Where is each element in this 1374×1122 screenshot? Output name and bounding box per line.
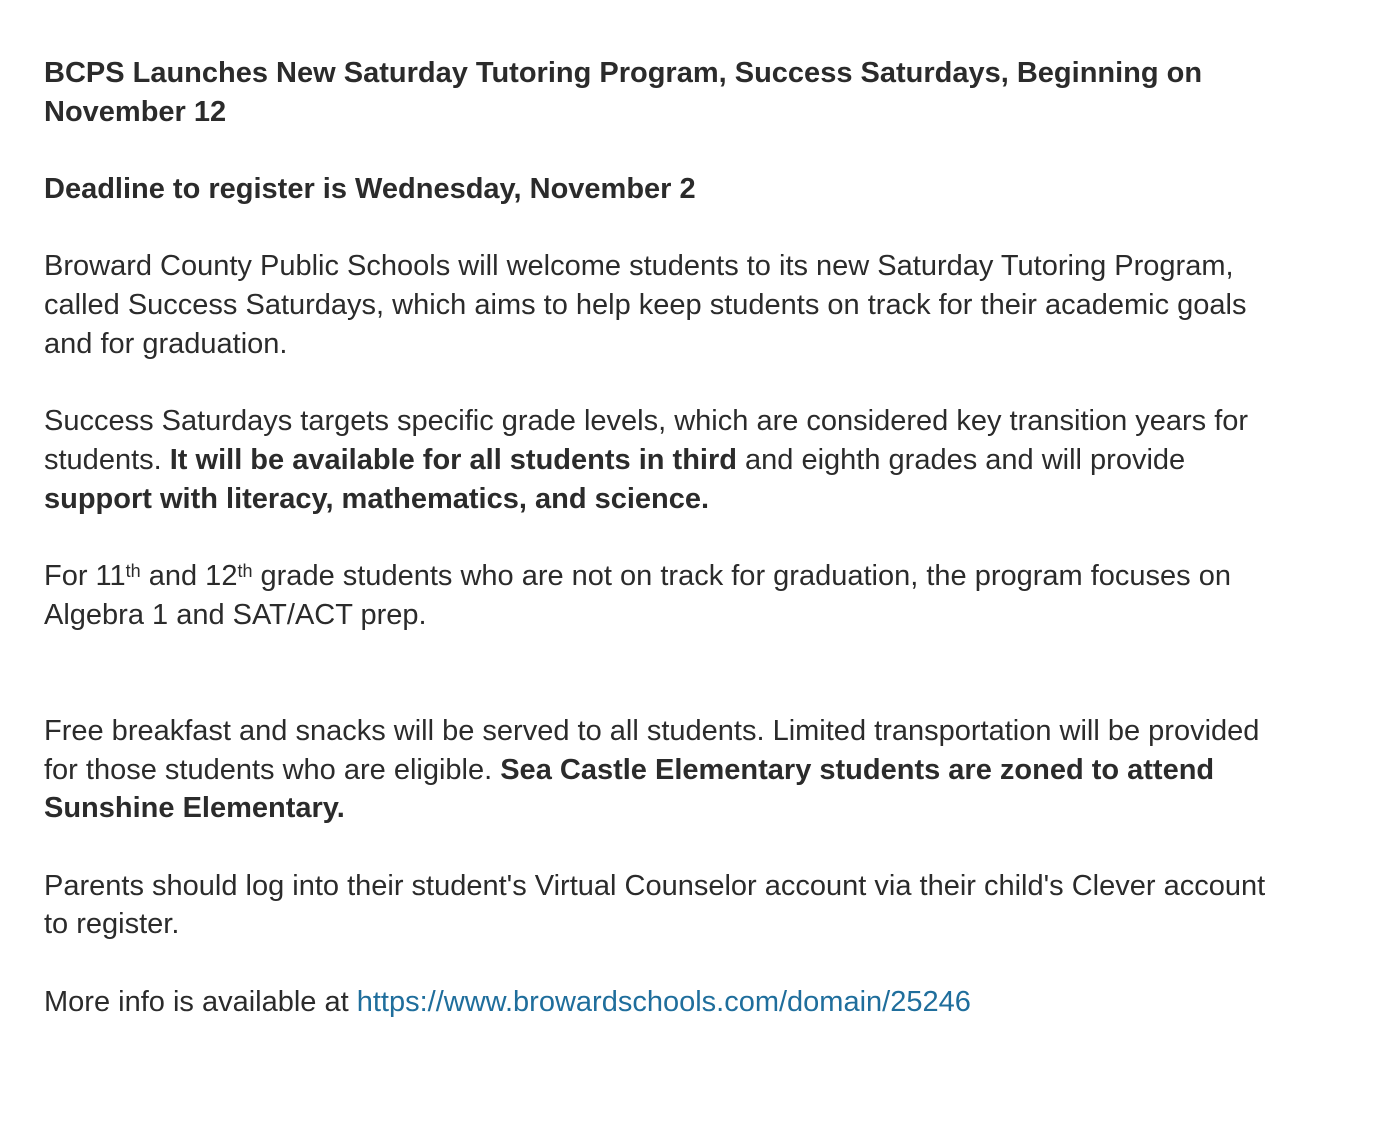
ordinal-suffix-11: th (125, 561, 141, 582)
targets-bold-1: It will be available for all students in third (169, 443, 737, 476)
article-body (44, 54, 1284, 1060)
registration-deadline: Deadline to register is Wednesday, November 2 (44, 173, 696, 206)
upper-grades-prefix: For 11 (44, 560, 126, 593)
intro-paragraph: Broward County Public Schools will welcome students to its new Saturday Tutoring Program, called Success Saturdays, which aims to help keep students on track for their academic goals and for graduation. (44, 250, 1247, 360)
upper-grades-middle: and 12 (140, 560, 238, 593)
upper-grades-paragraph (44, 557, 1284, 634)
more-info-paragraph (44, 983, 1284, 1022)
meals-transport-paragraph (44, 712, 1284, 828)
targets-paragraph (44, 402, 1284, 518)
upper-grades-suffix: grade students who are not on track for graduation, the program focuses on Algebra 1 and SAT/ACT prep. (44, 560, 1231, 631)
more-info-link[interactable]: https://www.browardschools.com/domain/25246 (356, 985, 971, 1018)
more-info-text: More info is available at (44, 985, 357, 1018)
meals-text: Free breakfast and snacks will be served to all students. Limited transportation will be provided for those students who are eligible. (44, 714, 1260, 786)
targets-text-1: Success Saturdays targets specific grade levels, which are considered key transition years for students. (44, 405, 1249, 476)
headline: BCPS Launches New Saturday Tutoring Program, Success Saturdays, Beginning on November 12 (44, 57, 1203, 128)
register-paragraph: Parents should log into their student's Virtual Counselor account via their child's Clever account to register. (44, 869, 1266, 941)
targets-bold-2: support with literacy, mathematics, and science. (44, 482, 710, 515)
zoning-note: Sea Castle Elementary students are zoned to attend Sunshine Elementary. (44, 753, 1215, 825)
ordinal-suffix-12: th (237, 561, 253, 582)
targets-text-2: and eighth grades and will provide (736, 443, 1186, 476)
